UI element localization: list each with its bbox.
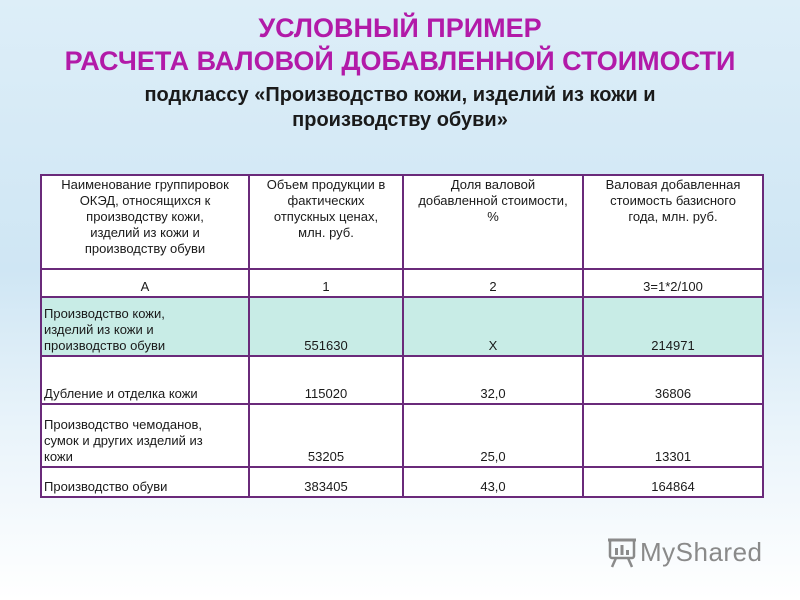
index-cell: 2 — [403, 269, 583, 297]
table-header-row — [41, 175, 763, 269]
subtitle — [60, 83, 740, 133]
row-name-cell: Производство кожи, изделий из кожи и производство обуви — [41, 297, 249, 356]
logo-text: MyShared — [640, 537, 763, 567]
myshared-logo — [608, 537, 763, 568]
index-cell: А — [41, 269, 249, 297]
title-line-1: УСЛОВНЫЙ ПРИМЕР — [258, 13, 542, 43]
row-share-cell: 43,0 — [403, 467, 583, 497]
header-cell-share: Доля валовой добавленной стоимости, % — [403, 175, 583, 269]
row-gva-cell: 13301 — [583, 404, 763, 467]
row-volume-cell: 383405 — [249, 467, 403, 497]
table-row — [41, 467, 763, 497]
header-cell-grouping: Наименование группировок ОКЭД, относящихся к производству кожи, изделий из кожи и производству обуви — [41, 175, 249, 269]
subtitle-line-1: подклассу «Производство кожи, изделий из кожи и — [144, 84, 656, 106]
row-gva-cell: 214971 — [583, 297, 763, 356]
index-cell: 3=1*2/100 — [583, 269, 763, 297]
row-volume-cell: 551630 — [249, 297, 403, 356]
header-cell-volume: Объем продукции в фактических отпускных ценах, млн. руб. — [249, 175, 403, 269]
table-row — [41, 404, 763, 467]
table-row — [41, 297, 763, 356]
row-share-cell: Х — [403, 297, 583, 356]
table-row — [41, 356, 763, 404]
row-volume-cell: 53205 — [249, 404, 403, 467]
title-line-2: РАСЧЕТА ВАЛОВОЙ ДОБАВЛЕННОЙ СТОИМОСТИ — [64, 46, 736, 76]
presentation-board-icon — [608, 538, 636, 568]
index-row — [41, 269, 763, 297]
row-gva-cell: 164864 — [583, 467, 763, 497]
row-volume-cell: 115020 — [249, 356, 403, 404]
row-share-cell: 32,0 — [403, 356, 583, 404]
row-gva-cell: 36806 — [583, 356, 763, 404]
subtitle-line-2: производству обуви» — [292, 109, 508, 131]
header-cell-gva: Валовая добавленная стоимость базисного года, млн. руб. — [583, 175, 763, 269]
row-name-cell: Производство обуви — [41, 467, 249, 497]
gva-table — [40, 174, 764, 498]
index-cell: 1 — [249, 269, 403, 297]
row-name-cell: Производство чемоданов, сумок и других изделий из кожи — [41, 404, 249, 467]
row-share-cell: 25,0 — [403, 404, 583, 467]
row-name-cell: Дубление и отделка кожи — [41, 356, 249, 404]
